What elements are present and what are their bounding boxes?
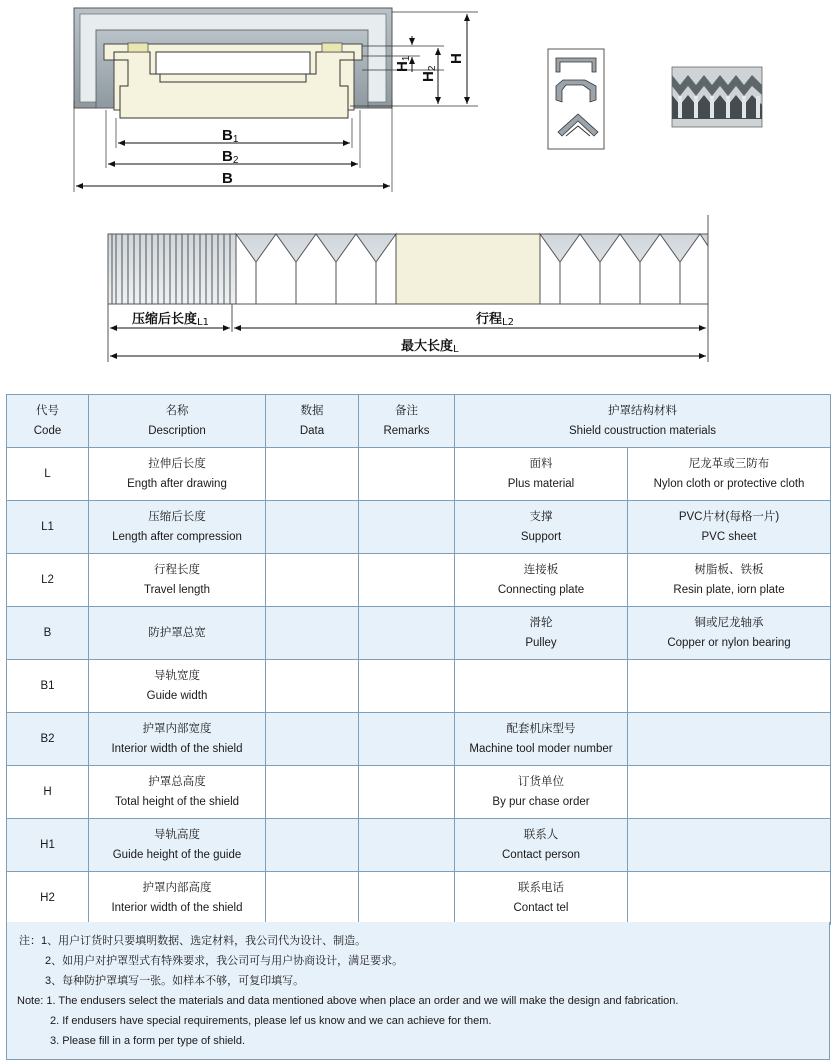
cell-remarks <box>359 607 455 660</box>
notes-section <box>6 922 830 1060</box>
header-code: 代号 Code <box>7 395 89 448</box>
cell-code: H <box>7 766 89 819</box>
cell-material-value: PVC片材(每格一片) PVC sheet <box>628 501 831 554</box>
cell-material-name: 连接板 Connecting plate <box>455 554 628 607</box>
note-en-3: 3. Please fill in a form per type of shield. <box>50 1035 246 1047</box>
cell-code: H1 <box>7 819 89 872</box>
cell-code: L <box>7 448 89 501</box>
label-l: 最大长度L <box>401 339 459 355</box>
diagram-area <box>0 0 832 392</box>
cell-code: H2 <box>7 872 89 925</box>
bellows-detail-image <box>672 67 762 127</box>
table-row <box>7 766 831 819</box>
table-row <box>7 819 831 872</box>
cell-data <box>266 713 359 766</box>
cell-material-name: 订货单位 By pur chase order <box>455 766 628 819</box>
cross-section-drawing <box>74 8 478 192</box>
cell-material-value: 铜或尼龙轴承 Copper or nylon bearing <box>628 607 831 660</box>
label-h2: H2 <box>420 65 438 82</box>
table-row <box>7 872 831 925</box>
label-h1: H1 <box>394 55 412 72</box>
cell-remarks <box>359 448 455 501</box>
cell-material-value: 尼龙革或三防布 Nylon cloth or protective cloth <box>628 448 831 501</box>
cell-remarks <box>359 819 455 872</box>
cell-data <box>266 819 359 872</box>
cell-remarks <box>359 766 455 819</box>
cell-description: 防护罩总宽 <box>89 607 266 660</box>
header-remarks: 备注 Remarks <box>359 395 455 448</box>
cell-data <box>266 448 359 501</box>
cell-data <box>266 501 359 554</box>
cell-code: L2 <box>7 554 89 607</box>
cell-code: B1 <box>7 660 89 713</box>
cell-code: B2 <box>7 713 89 766</box>
cell-material-name: 面料 Plus material <box>455 448 628 501</box>
cell-remarks <box>359 554 455 607</box>
cell-material-name: 配套机床型号 Machine tool moder number <box>455 713 628 766</box>
cell-data <box>266 872 359 925</box>
note-en-1: Note: 1. The endusers select the materials and data mentioned above when place an order and we will make the design and fabrication. <box>17 995 679 1007</box>
cell-description: 行程长度 Travel length <box>89 554 266 607</box>
cell-description: 导轨宽度 Guide width <box>89 660 266 713</box>
cell-remarks <box>359 501 455 554</box>
cell-material-name <box>455 660 628 713</box>
specification-table <box>6 394 831 925</box>
cell-data <box>266 766 359 819</box>
cell-material-value <box>628 819 831 872</box>
table-header-row <box>7 395 831 448</box>
header-data: 数据 Data <box>266 395 359 448</box>
table-row <box>7 501 831 554</box>
table-row <box>7 448 831 501</box>
table-row <box>7 660 831 713</box>
label-h: H <box>448 53 465 64</box>
note-cn-1: 注：1、用户订货时只要填明数据、选定材料，我公司代为设计、制造。 <box>19 935 367 947</box>
table-row <box>7 713 831 766</box>
cell-remarks <box>359 872 455 925</box>
cell-code: L1 <box>7 501 89 554</box>
label-b: B <box>222 170 233 187</box>
cell-material-name: 支撑 Support <box>455 501 628 554</box>
label-b1: B1 <box>222 127 239 145</box>
cell-data <box>266 554 359 607</box>
cell-description: 护罩总高度 Total height of the shield <box>89 766 266 819</box>
cell-data <box>266 607 359 660</box>
header-description: 名称 Description <box>89 395 266 448</box>
cell-material-value <box>628 872 831 925</box>
technical-drawing <box>0 0 832 392</box>
cell-material-value <box>628 660 831 713</box>
label-b2: B2 <box>222 148 239 166</box>
cell-material-value <box>628 766 831 819</box>
table-row <box>7 554 831 607</box>
note-cn-2: 2、如用户对护罩型式有特殊要求，我公司可与用户协商设计，满足要求。 <box>45 955 404 967</box>
cell-material-name: 滑轮 Pulley <box>455 607 628 660</box>
cell-description: 导轨高度 Guide height of the guide <box>89 819 266 872</box>
cell-material-name: 联系人 Contact person <box>455 819 628 872</box>
cell-description: 压缩后长度 Length after compression <box>89 501 266 554</box>
header-materials: 护罩结构材料 Shield coustruction materials <box>455 395 831 448</box>
note-cn-3: 3、每种防护罩填写一张。如样本不够，可复印填写。 <box>45 975 305 987</box>
cell-data <box>266 660 359 713</box>
cell-remarks <box>359 713 455 766</box>
cell-material-value <box>628 713 831 766</box>
cell-material-value: 树脂板、铁板 Resin plate, iorn plate <box>628 554 831 607</box>
cell-remarks <box>359 660 455 713</box>
table-row <box>7 607 831 660</box>
label-l1: 压缩后长度L1 <box>132 312 209 328</box>
cell-code: B <box>7 607 89 660</box>
cell-description: 护罩内部高度 Interior width of the shield <box>89 872 266 925</box>
cell-description: 护罩内部宽度 Interior width of the shield <box>89 713 266 766</box>
profile-detail-image <box>548 49 604 149</box>
label-l2: 行程L2 <box>476 312 514 328</box>
cell-material-name: 联系电话 Contact tel <box>455 872 628 925</box>
cell-description: 拉伸后长度 Ength after drawing <box>89 448 266 501</box>
note-en-2: 2. If endusers have special requirements, please lef us know and we can achieve for them. <box>50 1015 492 1027</box>
